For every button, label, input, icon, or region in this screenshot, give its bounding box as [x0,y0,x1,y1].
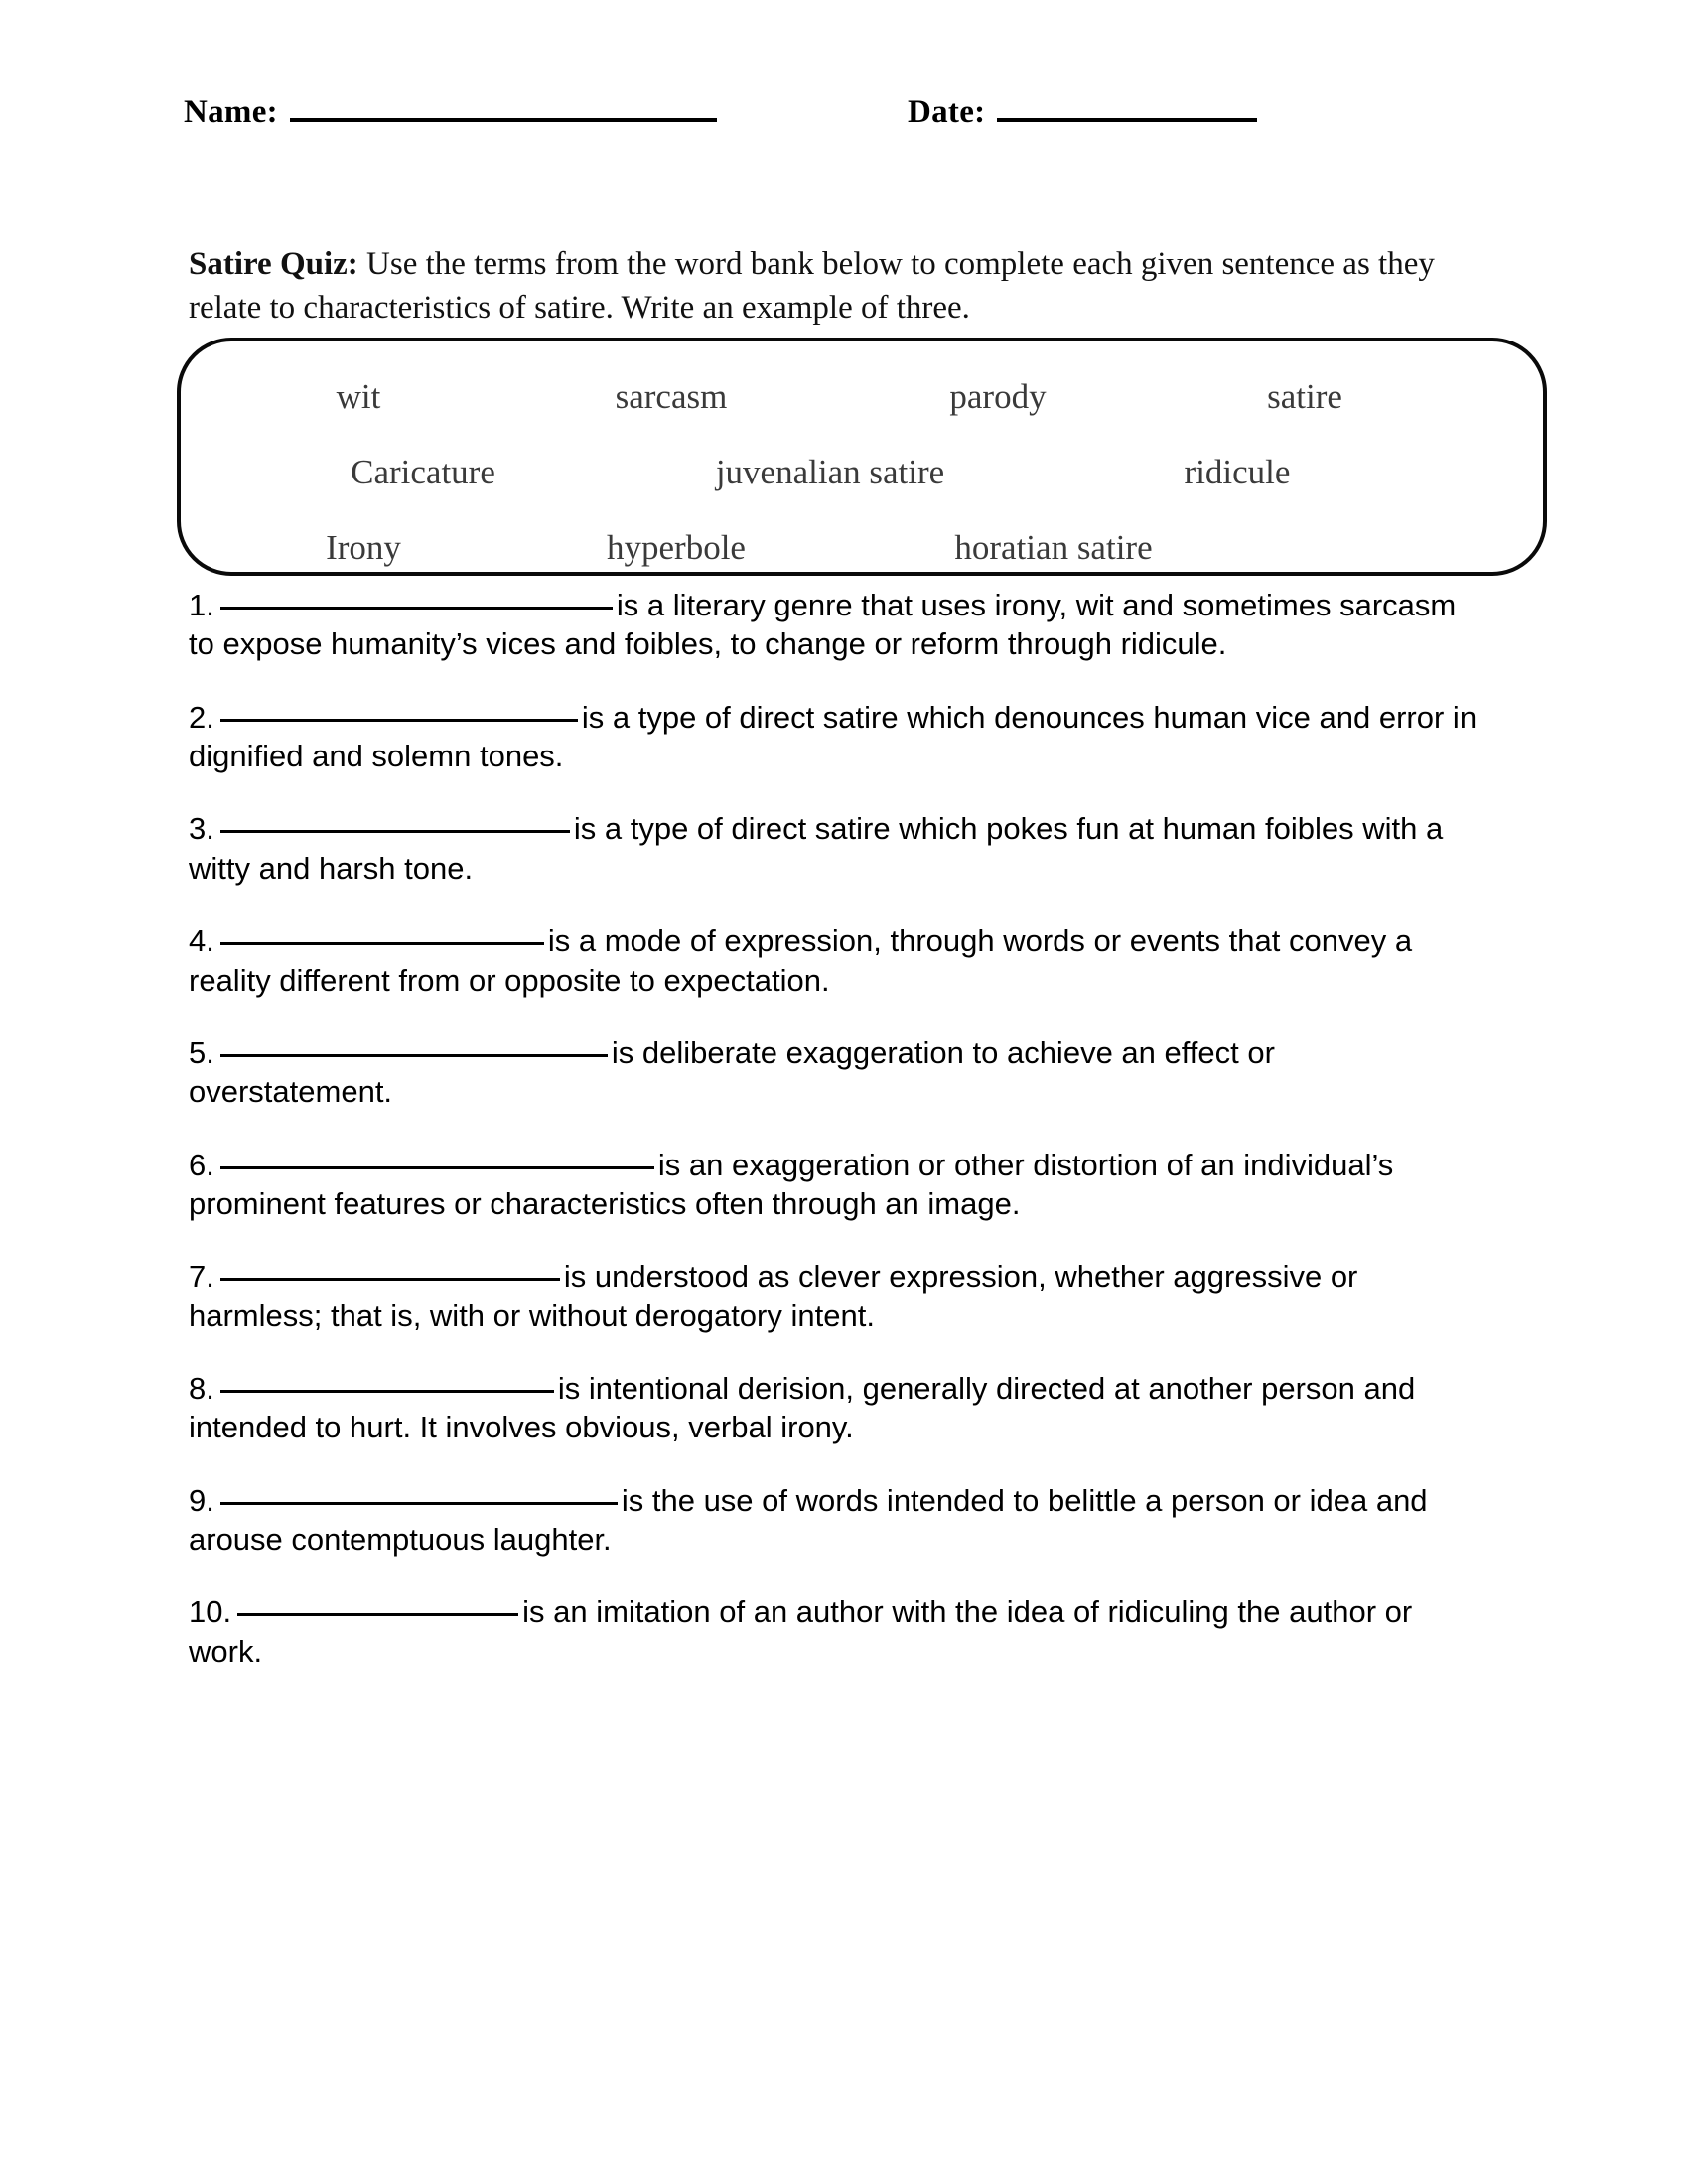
answer-blank[interactable] [220,941,544,945]
instructions-block [189,243,1435,331]
question-text: is a mode of expression, through words or events that convey a reality different from or opposite to expectation. [189,923,1413,998]
question-number: 9. [189,1482,214,1518]
date-input-line[interactable] [997,117,1257,122]
answer-blank[interactable] [220,1053,608,1057]
word-bank-term: parody [949,377,1047,416]
question-number: 7. [189,1259,214,1295]
word-bank-row [214,359,1509,435]
name-label: Name: [184,94,278,130]
question-number: 10. [189,1594,232,1630]
question-number: 5. [189,1034,214,1070]
quiz-title: Satire Quiz: [189,246,358,282]
question-text: is deliberate exaggeration to achieve an effect or overstatement. [189,1034,1275,1110]
word-bank-term: satire [1267,377,1342,416]
question-item [189,1592,1479,1671]
question-item [189,698,1479,776]
question-number: 3. [189,811,214,847]
question-text: is a type of direct satire which pokes fun at human foibles with a witty and harsh tone. [189,811,1444,886]
question-text: is understood as clever expression, whether aggressive or harmless; that is, with or without derogatory intent. [189,1259,1358,1333]
question-item [189,1369,1479,1447]
question-text: is an imitation of an author with the idea of ridiculing the author or work. [189,1594,1413,1669]
question-list [189,586,1479,1705]
question-item [189,809,1479,887]
word-bank-term: Caricature [351,453,495,491]
date-label: Date: [907,94,986,130]
answer-blank[interactable] [220,1501,618,1505]
word-bank [177,338,1547,576]
question-number: 4. [189,923,214,959]
question-item [189,1146,1479,1224]
answer-blank[interactable] [220,829,570,833]
answer-blank[interactable] [220,1165,654,1169]
word-bank-term: ridicule [1184,453,1291,491]
instructions-text: Use the terms from the word bank below to complete each given sentence as they relate to characteristics of satire. Write an example of three. [189,246,1435,326]
question-text: is a type of direct satire which denounces human vice and error in dignified and solemn tones. [189,699,1477,774]
word-bank-row [214,510,1509,586]
answer-blank[interactable] [220,606,613,610]
student-info-header [184,94,1504,154]
question-number: 6. [189,1147,214,1182]
word-bank-term: wit [336,377,381,416]
question-item [189,921,1479,1000]
question-text: is the use of words intended to belittle a person or idea and arouse contemptuous laughter. [189,1482,1428,1558]
word-bank-term: juvenalian satire [715,453,945,491]
word-bank-row [214,435,1509,510]
word-bank-term: horatian satire [954,528,1153,567]
answer-blank[interactable] [220,1389,554,1393]
word-bank-term: sarcasm [615,377,728,416]
answer-blank[interactable] [220,1277,560,1281]
answer-blank[interactable] [220,718,578,722]
question-item [189,1257,1479,1335]
question-item [189,1481,1479,1560]
question-text: is intentional derision, generally directed at another person and intended to hurt. It involves obvious, verbal irony. [189,1371,1416,1445]
name-input-line[interactable] [290,117,717,122]
question-item [189,586,1479,664]
answer-blank[interactable] [237,1612,518,1616]
question-text: is an exaggeration or other distortion of an individual’s prominent features or characteristics often through an image. [189,1147,1394,1221]
question-number: 1. [189,588,214,622]
word-bank-term: Irony [326,528,401,567]
question-item [189,1033,1479,1112]
question-number: 8. [189,1371,214,1407]
question-number: 2. [189,699,214,735]
word-bank-term: hyperbole [607,528,746,567]
question-text: is a literary genre that uses irony, wit and sometimes sarcasm to expose humanity’s vices and foibles, to change or reform through ridicule. [189,588,1457,662]
